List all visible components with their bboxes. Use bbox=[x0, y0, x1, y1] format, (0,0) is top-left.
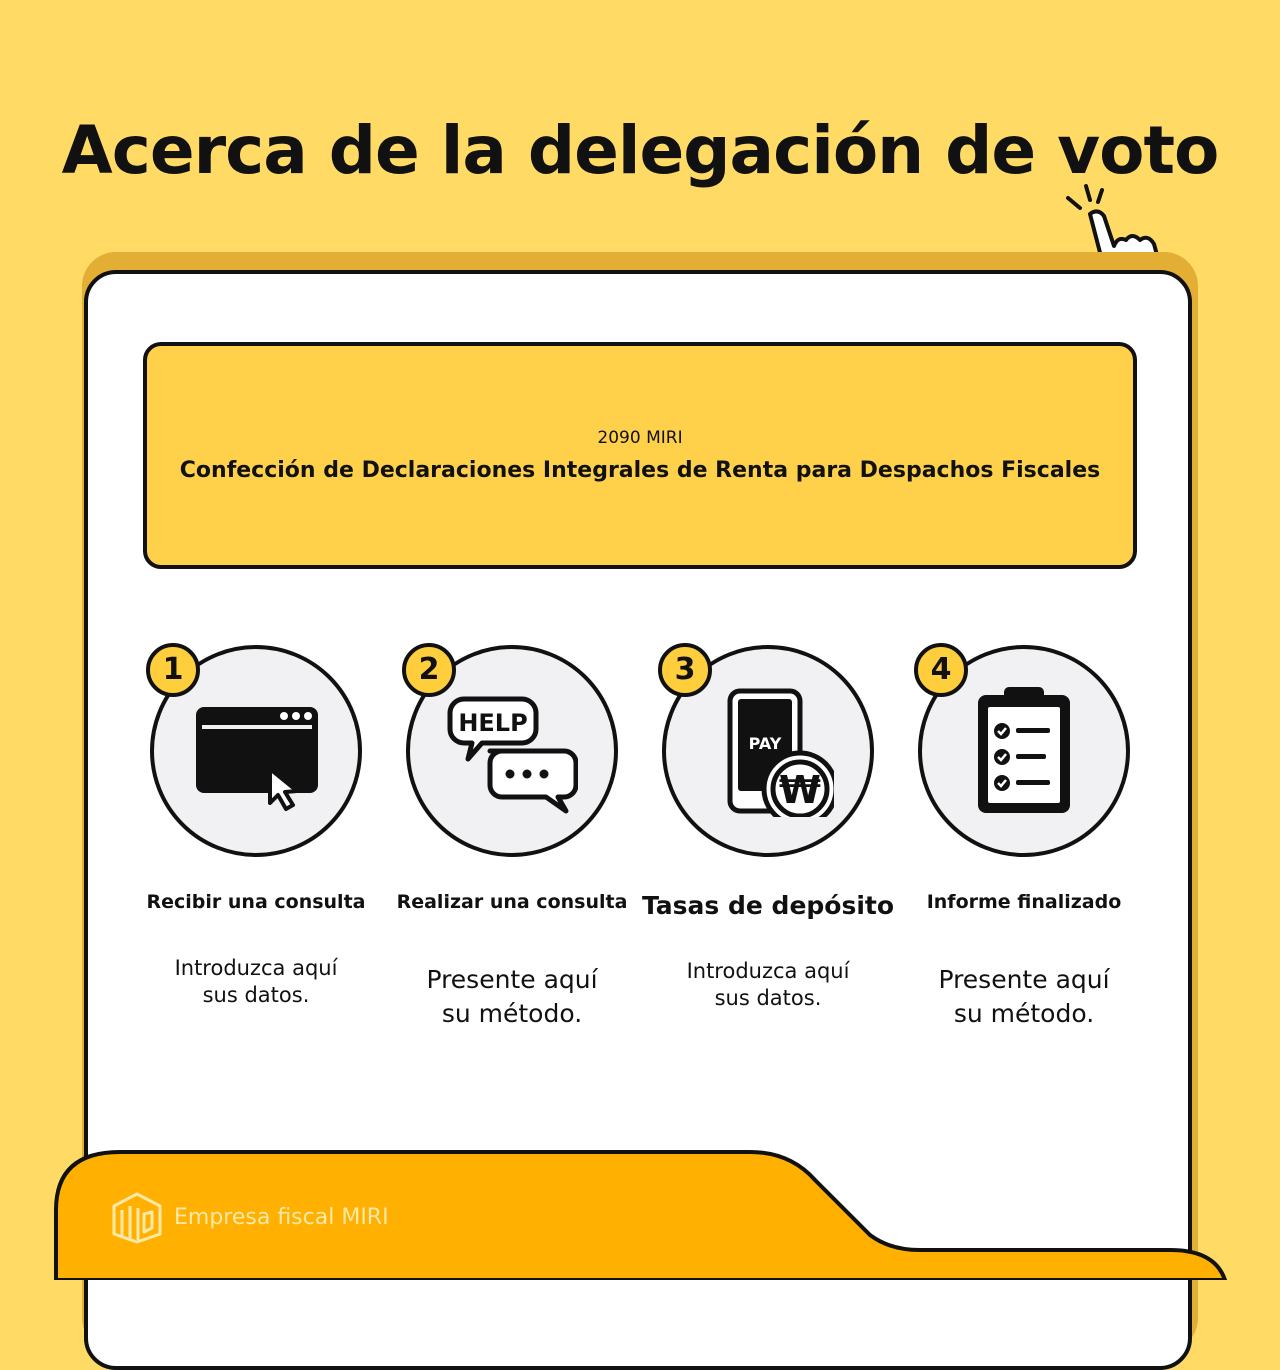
svg-text:₩: ₩ bbox=[779, 768, 821, 812]
page-title: Acerca de la delegación de voto bbox=[61, 112, 1219, 189]
step-3 bbox=[640, 645, 896, 1012]
step-1 bbox=[128, 645, 384, 1009]
step-2-title: Realizar una consulta bbox=[396, 891, 628, 913]
step-3-desc bbox=[640, 958, 896, 1012]
step-1-desc-line2: sus datos. bbox=[202, 983, 310, 1007]
browser-cursor-icon bbox=[190, 685, 322, 817]
step-4 bbox=[896, 645, 1152, 1031]
clipboard-checklist-icon bbox=[958, 685, 1090, 817]
step-1-title: Recibir una consulta bbox=[146, 891, 366, 913]
step-1-desc-line1: Introduzca aquí bbox=[174, 956, 338, 980]
step-4-circle bbox=[918, 645, 1130, 857]
step-2-desc-line1: Presente aquí bbox=[426, 965, 598, 994]
brand bbox=[110, 1190, 389, 1244]
brand-logo-icon bbox=[110, 1190, 164, 1244]
svg-text:HELP: HELP bbox=[458, 709, 528, 737]
step-4-desc bbox=[896, 963, 1152, 1031]
svg-text:PAY: PAY bbox=[748, 734, 782, 753]
step-2-desc bbox=[384, 963, 640, 1031]
step-3-circle bbox=[662, 645, 874, 857]
phone-pay-icon bbox=[702, 685, 834, 817]
brand-name: Empresa fiscal MIRI bbox=[174, 1204, 389, 1230]
step-4-badge: 4 bbox=[914, 643, 968, 697]
step-3-desc-line2: sus datos. bbox=[714, 986, 822, 1010]
step-3-title: Tasas de depósito bbox=[641, 891, 895, 920]
step-2-circle bbox=[406, 645, 618, 857]
step-3-badge: 3 bbox=[658, 643, 712, 697]
step-1-badge: 1 bbox=[146, 643, 200, 697]
step-2-desc-line2: su método. bbox=[441, 999, 583, 1028]
step-2-badge: 2 bbox=[402, 643, 456, 697]
step-1-circle bbox=[150, 645, 362, 857]
step-4-desc-line1: Presente aquí bbox=[938, 965, 1110, 994]
step-3-desc-line1: Introduzca aquí bbox=[686, 959, 850, 983]
help-chat-icon bbox=[446, 685, 578, 817]
step-2 bbox=[384, 645, 640, 1031]
step-1-desc bbox=[128, 955, 384, 1009]
banner-title: Confección de Declaraciones Integrales de Renta para Despachos Fiscales bbox=[179, 458, 1101, 483]
step-4-desc-line2: su método. bbox=[953, 999, 1095, 1028]
step-4-title: Informe finalizado bbox=[926, 891, 1122, 913]
banner-subtitle: 2090 MIRI bbox=[597, 428, 683, 448]
banner bbox=[143, 342, 1137, 569]
